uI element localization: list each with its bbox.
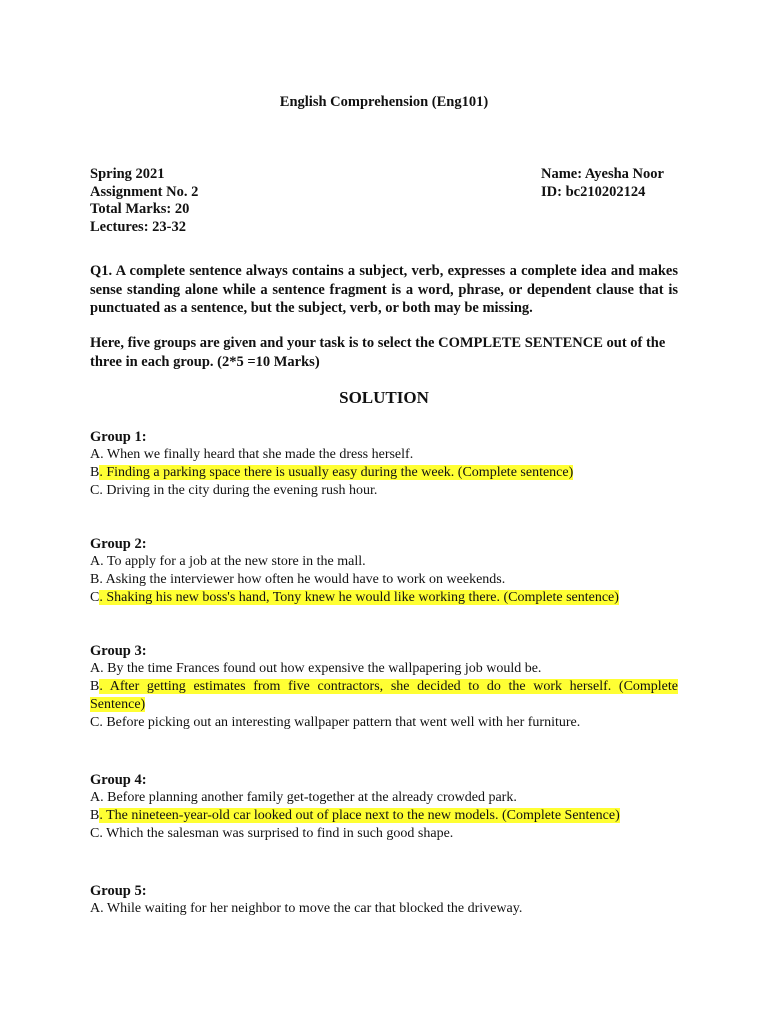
option-a: A. While waiting for her neighbor to move the car that blocked the driveway. bbox=[90, 901, 523, 916]
option-b-answer bbox=[90, 807, 690, 825]
option-b-answer bbox=[90, 678, 678, 714]
option-letter: A bbox=[90, 790, 101, 805]
option-a: A. When we finally heard that she made the dress herself. bbox=[90, 447, 414, 462]
assignment-number: Assignment No. 2 bbox=[90, 183, 199, 200]
option-letter: A bbox=[90, 901, 101, 916]
option-text: Which the salesman was surprised to find in such good shape. bbox=[106, 826, 454, 841]
student-meta bbox=[541, 166, 664, 201]
group-2 bbox=[90, 535, 690, 607]
option-text: To apply for a job at the new store in the mall. bbox=[106, 554, 366, 569]
option-c-answer bbox=[90, 589, 690, 607]
highlighted-answer: . After getting estimates from five contractors, she decided to do the work herself. (Complete Sentence) bbox=[90, 679, 678, 712]
group-5 bbox=[90, 882, 690, 918]
group-title: Group 2: bbox=[90, 536, 147, 552]
option-b: B. Asking the interviewer how often he would have to work on weekends. bbox=[90, 572, 506, 587]
assignment-meta bbox=[90, 166, 198, 236]
group-title: Group 1: bbox=[90, 429, 147, 445]
instructions-text: Here, five groups are given and your task is to select the COMPLETE SENTENCE out of the three in each group. (2*5 =10 Marks) bbox=[90, 335, 666, 370]
group-title: Group 3: bbox=[90, 643, 147, 659]
option-b-answer bbox=[90, 464, 690, 482]
option-c: C. Before picking out an interesting wallpaper pattern that went well with her furniture. bbox=[90, 715, 581, 730]
option-text: Shaking his new boss's hand, Tony knew he would like working there. (Complete sentence) bbox=[106, 590, 619, 605]
highlighted-answer: . Shaking his new boss's hand, Tony knew he would like working there. (Complete sentence) bbox=[99, 590, 619, 605]
option-text: Driving in the city during the evening rush hour. bbox=[106, 483, 378, 498]
option-a: A. Before planning another family get-together at the already crowded park. bbox=[90, 790, 517, 805]
option-c: C. Driving in the city during the evening rush hour. bbox=[90, 483, 378, 498]
option-text: Before planning another family get-together at the already crowded park. bbox=[107, 790, 517, 805]
total-marks: Total Marks: 20 bbox=[90, 201, 190, 217]
option-letter: C bbox=[90, 715, 100, 730]
solution-heading: SOLUTION bbox=[339, 388, 429, 407]
lectures: Lectures: 23-32 bbox=[90, 218, 186, 235]
document-title: English Comprehension (Eng101) bbox=[279, 94, 489, 110]
group-3 bbox=[90, 642, 690, 732]
option-text: Asking the interviewer how often he would have to work on weekends. bbox=[105, 572, 506, 587]
group-1 bbox=[90, 428, 690, 500]
student-id: ID: bc210202124 bbox=[541, 183, 646, 200]
option-letter: A bbox=[90, 661, 101, 676]
highlighted-answer: . Finding a parking space there is usually easy during the week. (Complete sentence) bbox=[99, 465, 574, 480]
student-name: Name: Ayesha Noor bbox=[541, 166, 664, 182]
option-text: Before picking out an interesting wallpaper pattern that went well with her furniture. bbox=[106, 715, 581, 730]
group-title: Group 4: bbox=[90, 772, 147, 788]
question-text: Q1. A complete sentence always contains a subject, verb, expresses a complete idea and makes sense standing alone while a sentence fragment is a word, phrase, or dependent clause that is punctuated as a sentence, but the subject, verb, or both may be missing. bbox=[90, 263, 678, 316]
option-letter: C bbox=[90, 826, 100, 841]
option-letter: B bbox=[90, 572, 100, 587]
option-letter: B bbox=[90, 808, 100, 823]
option-text: When we finally heard that she made the dress herself. bbox=[106, 447, 414, 462]
option-letter: C bbox=[90, 483, 100, 498]
highlighted-answer: . The nineteen-year-old car looked out of place next to the new models. (Complete Sentence) bbox=[99, 808, 620, 823]
option-a: A. To apply for a job at the new store in the mall. bbox=[90, 554, 366, 569]
option-text: Finding a parking space there is usually easy during the week. (Complete sentence) bbox=[106, 465, 574, 480]
option-c: C. Which the salesman was surprised to find in such good shape. bbox=[90, 826, 454, 841]
option-letter: B bbox=[90, 465, 100, 480]
option-letter: C bbox=[90, 590, 100, 605]
group-title: Group 5: bbox=[90, 883, 147, 899]
option-letter: A bbox=[90, 554, 101, 569]
option-a: A. By the time Frances found out how expensive the wallpapering job would be. bbox=[90, 661, 542, 676]
option-text: The nineteen-year-old car looked out of place next to the new models. (Complete Sentence) bbox=[106, 808, 620, 823]
option-text: After getting estimates from five contractors, she decided to do the work herself. (Complete Sentence) bbox=[90, 679, 678, 712]
option-text: By the time Frances found out how expensive the wallpapering job would be. bbox=[107, 661, 542, 676]
group-4 bbox=[90, 771, 690, 843]
option-text: While waiting for her neighbor to move the car that blocked the driveway. bbox=[106, 901, 523, 916]
option-letter: A bbox=[90, 447, 101, 462]
semester: Spring 2021 bbox=[90, 166, 165, 182]
option-letter: B bbox=[90, 679, 100, 694]
